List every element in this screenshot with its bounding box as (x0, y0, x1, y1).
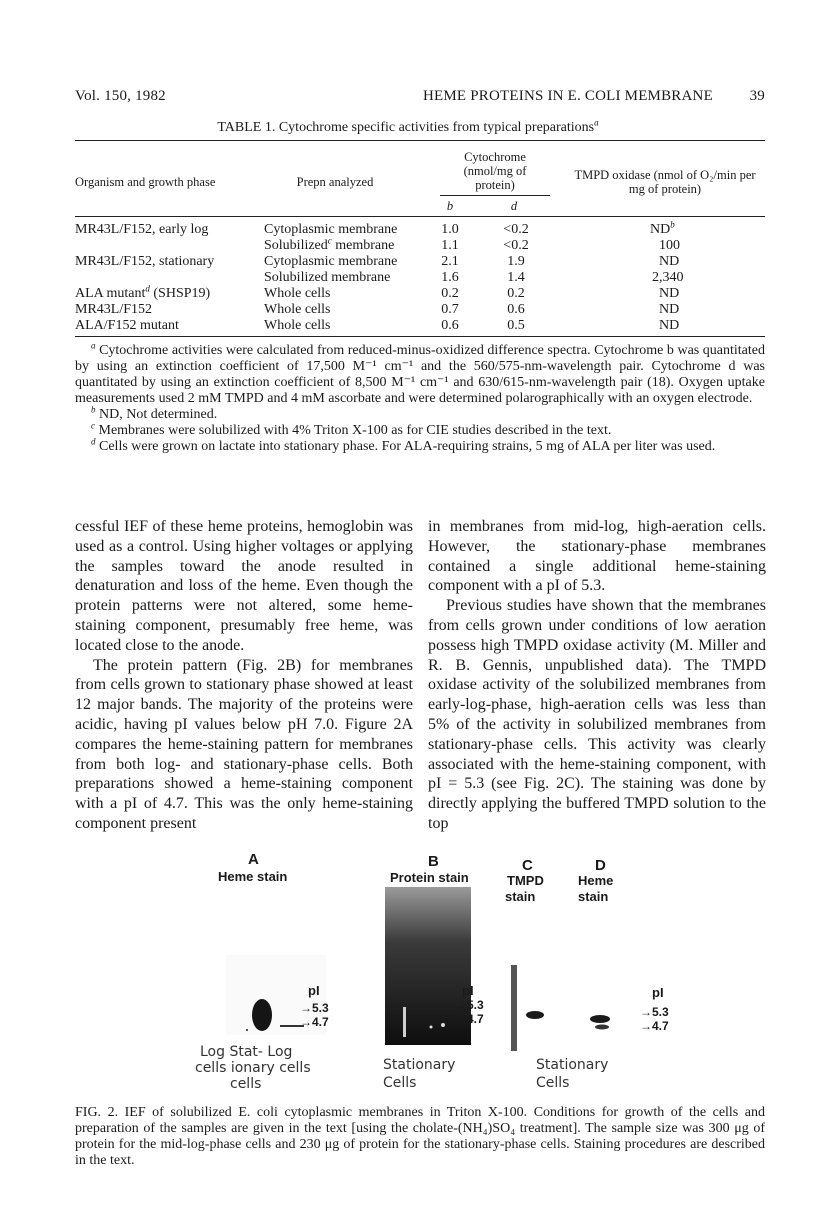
panel-d-gel (580, 1005, 630, 1045)
header-organism: Organism and growth phase (75, 175, 216, 189)
footnote-b: $^b$ ND, Not determined. (91, 404, 218, 422)
body-left-column (75, 517, 413, 834)
row-1-organism: MR43L/F152, early log (75, 222, 209, 237)
panel-b-streak (403, 1007, 406, 1037)
row-1-prepn: Cytoplasmic membrane (264, 222, 398, 237)
panel-b-spot-2 (430, 1026, 433, 1029)
panel-b-marker-47: →4.7 (455, 1012, 484, 1026)
panel-b-hand-2: Cells (383, 1075, 417, 1091)
row-1-d: <0.2 (503, 222, 529, 237)
panel-a-band-stat (252, 999, 272, 1031)
row-5-b: 0.2 (441, 286, 459, 301)
table-title: TABLE 1. Cytochrome specific activities from typical preparations$^a$ (217, 117, 599, 135)
panel-a-hand-1: Log Stat- Log (200, 1044, 293, 1060)
panel-cd-hand-2: Cells (536, 1075, 570, 1091)
caption-label: FIG. 2. (75, 1105, 119, 1120)
panel-a-marker-53: →5.3 (300, 1001, 329, 1015)
row-6-tmpd: ND (659, 302, 680, 317)
footnote-d: $^d$ Cells were grown on lactate into stationary phase. For ALA-requiring strains, 5 mg of ALA per liter was used. (91, 436, 716, 454)
row-2-b: 1.1 (441, 238, 459, 253)
panel-d-label-2: stain (578, 889, 609, 904)
row-6-b: 0.7 (441, 302, 459, 317)
panel-b-spot-1 (441, 1023, 445, 1027)
panel-c-label-2: stain (505, 889, 536, 904)
row-2-d: <0.2 (503, 238, 529, 253)
row-4-d: 1.4 (507, 270, 525, 285)
panel-a-letter: A (248, 851, 259, 868)
running-title: HEME PROTEINS IN E. COLI MEMBRANE (423, 88, 713, 104)
header-d: d (510, 199, 518, 213)
panel-c-gel (505, 965, 555, 1055)
header-cytochrome: Cytochrome (nmol/mg of protein) (463, 150, 527, 192)
panel-d-marker-53: →5.3 (640, 1005, 669, 1019)
panel-d-marker-47: →4.7 (640, 1019, 669, 1033)
page-number: 39 (749, 88, 765, 104)
row-6-prepn: Whole cells (264, 302, 331, 317)
figure-2 (195, 845, 680, 1095)
panel-b-letter: B (428, 853, 439, 870)
row-7-d: 0.5 (507, 318, 525, 333)
footnote-c: $^c$ Membranes were solubilized with 4% Triton X-100 as for CIE studies described in the text. (91, 420, 612, 438)
row-6-organism: MR43L/F152 (75, 302, 153, 317)
row-5-tmpd: ND (659, 286, 680, 301)
caption-text: IEF of solubilized E. coli cytoplasmic membranes in Triton X-100. Conditions for growth of the cells and preparation of the samples are given in the text [using the cholate-(NH₄)SO₄ treatment]. The sample size was 300 μg of protein for the mid-log-phase cells and 230 μg of protein for the stationary-phase cells. Staining procedures are described in the text. (75, 1105, 766, 1168)
row-3-b: 2.1 (441, 254, 459, 269)
panel-a-marker-47: →4.7 (300, 1015, 329, 1029)
panel-a-gel (220, 945, 340, 1045)
row-1-tmpd: $ND^b$ (650, 219, 675, 237)
row-2-prepn: Solubilized$^c$ membrane (264, 235, 395, 253)
panel-c-letter: C (522, 857, 533, 874)
panel-a-speck (246, 1029, 248, 1031)
panel-b-hand-1: Stationary (383, 1057, 456, 1073)
row-4-prepn: Solubilized membrane (264, 270, 391, 285)
row-7-b: 0.6 (441, 318, 459, 333)
row-7-organism: ALA/F152 mutant (75, 318, 179, 333)
panel-a-pi: pI (308, 983, 320, 998)
left-paragraph-1: cessful IEF of these heme proteins, hemoglobin was used as a control. Using higher voltages or applying the samples toward the anode resulted in denaturation and loss of the heme. Even though the protein patterns were not altered, some heme-staining component, presumably free heme, was located close to the anode. (75, 518, 413, 654)
panel-c-lane-edge (511, 965, 517, 1051)
row-4-tmpd: 2,340 (652, 270, 684, 285)
row-1-b: 1.0 (441, 222, 459, 237)
row-5-organism: ALA mutant$^d$ (SHSP19) (75, 283, 211, 301)
cytochrome-rule (440, 195, 550, 196)
header-b: b (446, 199, 454, 213)
table-bottom-rule (75, 336, 765, 337)
row-5-d: 0.2 (507, 286, 525, 301)
panel-b-pi: pI (462, 983, 474, 998)
row-7-prepn: Whole cells (264, 318, 331, 333)
panel-a-hand-2: cells ionary cells (195, 1060, 311, 1076)
table-footnotes (75, 340, 765, 455)
row-7-tmpd: ND (659, 318, 680, 333)
panel-a-label: Heme stain (218, 869, 288, 884)
panel-c-label-1: TMPD (507, 873, 544, 888)
header-prepn: Prepn analyzed (296, 175, 374, 189)
panel-d-band-2 (595, 1025, 609, 1030)
row-3-d: 1.9 (507, 254, 525, 269)
panel-c-band (526, 1011, 544, 1019)
header-bottom-rule (75, 216, 765, 217)
figure-caption (75, 1105, 765, 1169)
panel-d-band-1 (590, 1015, 610, 1023)
panel-a-hand-3: cells (230, 1076, 262, 1092)
right-paragraph-1: in membranes from mid-log, high-aeration cells. However, the stationary-phase membranes contained a single additional heme-staining component with a pI of 5.3. (428, 518, 766, 595)
row-5-prepn: Whole cells (264, 286, 331, 301)
left-paragraph-2: The protein pattern (Fig. 2B) for membranes from cells grown to stationary phase showed at least 12 major bands. The majority of the proteins were acidic, having pI values below pH 7.0. Figure 2A compares the heme-staining pattern for membranes from both log- and stationary-phase cells. Both preparations showed a heme-staining component with a pI of 4.7. This was the only heme-staining component present (75, 656, 413, 832)
panel-d-label-1: Heme (578, 873, 614, 888)
right-paragraph-2: Previous studies have shown that the membranes from cells grown under conditions of low aeration possess high TMPD oxidase activity (M. Miller and R. B. Gennis, unpublished data). The TMPD oxidase activity of the solubilized membranes from early-log-phase, high-aeration cells was less than 5% of the activity in solubilized membranes from stationary-phase cells. This activity was clearly associated with the heme-staining component, with pI = 5.3 (see Fig. 2C). The staining was done by directly applying the buffered TMPD solution to the top (428, 597, 766, 832)
row-6-d: 0.6 (507, 302, 525, 317)
body-right-column (428, 517, 766, 834)
panel-d-pi: pI (652, 985, 664, 1000)
footnote-a: $^a$ Cytochrome activities were calculated from reduced-minus-oxidized difference spectra. Cytochrome b was quantitated by using an extinction coefficient of 17,500 M⁻¹ cm⁻¹ and the 560/575-nm-wavelength pair. Cytochrome d was quantitated by using an extinction coefficient of 8,500 M⁻¹ cm⁻¹ and 630/615-nm-wavelength pair (18). Oxygen uptake measurements used 2 mM TMPD and 4 mM ascorbate and were determined polarographically with an oxygen electrode. (75, 340, 765, 406)
journal-volume: Vol. 150, 1982 (75, 88, 166, 104)
panel-d-letter: D (595, 857, 606, 874)
panel-cd-hand-1: Stationary (536, 1057, 609, 1073)
panel-b-label: Protein stain (390, 870, 469, 885)
header-tmpd: TMPD oxidase (nmol of O₂/min per mg of protein) (574, 168, 756, 196)
table-top-rule (75, 140, 765, 141)
row-2-tmpd: 100 (659, 238, 680, 253)
panel-b-marker-53: →5.3 (455, 998, 484, 1012)
row-3-prepn: Cytoplasmic membrane (264, 254, 398, 269)
row-4-b: 1.6 (441, 270, 459, 285)
row-3-tmpd: ND (659, 254, 680, 269)
row-3-organism: MR43L/F152, stationary (75, 254, 215, 269)
